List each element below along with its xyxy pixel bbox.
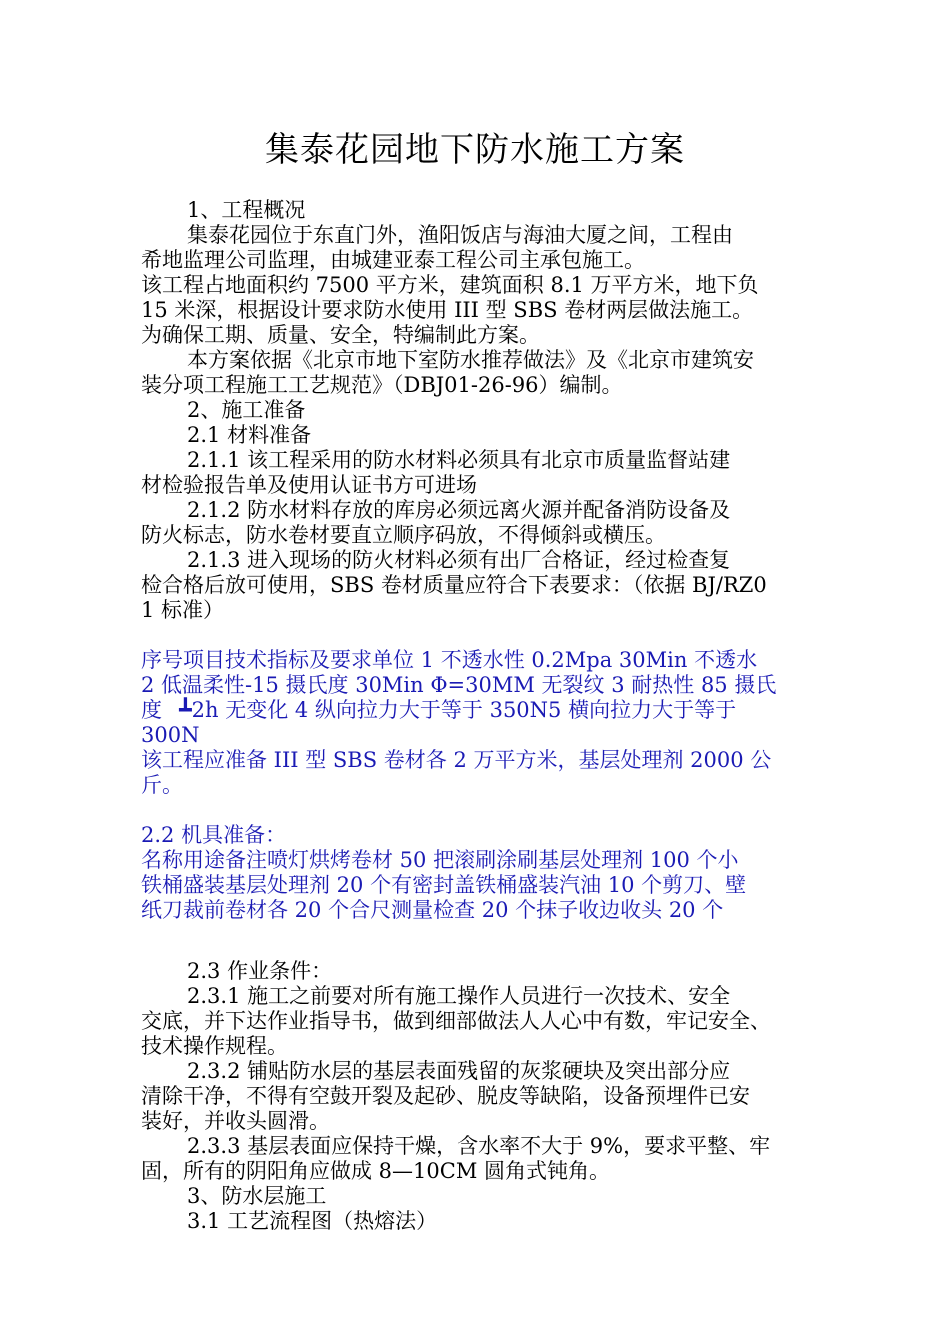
- paragraph-line: 装好，并收头圆滑。: [141, 1109, 330, 1133]
- tools-heading: 2.2 机具准备：: [141, 823, 287, 847]
- tools-line: 名称用途备注喷灯烘烤卷材 50 把滚刷涂刷基层处理剂 100 个小: [141, 848, 739, 872]
- spacer: [141, 798, 821, 823]
- paragraph-line: 1 标准）: [141, 598, 225, 622]
- spec-table-line: 斤。: [141, 773, 183, 797]
- paragraph-line: 检合格后放可使用，SBS 卷材质量应符合下表要求：（依据 BJ/RZ0: [141, 573, 767, 597]
- document-title: 集泰花园地下防水施工方案: [265, 130, 685, 170]
- document-body: [141, 198, 821, 1234]
- paragraph-line: 2.1.3 进入现场的防火材料必须有出厂合格证，经过检查复: [187, 548, 731, 572]
- paragraph-line: 2.3.3 基层表面应保持干燥，含水率不大于 9%，要求平整、牢: [187, 1134, 771, 1158]
- paragraph-line: 固，所有的阴阳角应做成 8—10CM 圆角式钝角。: [141, 1159, 611, 1183]
- paragraph-line: 技术操作规程。: [141, 1034, 288, 1058]
- tools-line: 纸刀裁前卷材各 20 个合尺测量检查 20 个抹子收边收头 20 个: [141, 898, 724, 922]
- paragraph-line: 15 米深，根据设计要求防水使用 III 型 SBS 卷材两层做法施工。: [141, 298, 754, 322]
- paragraph-line: 2.1.2 防水材料存放的库房必须远离火源并配备消防设备及: [187, 498, 731, 522]
- section-2-heading: 2、施工准备: [187, 398, 306, 422]
- paragraph-line: 该工程占地面积约 7500 平方米，建筑面积 8.1 万平方米，地下负: [141, 273, 759, 297]
- spec-table-text: 度: [141, 698, 162, 722]
- paragraph-line: 本方案依据《北京市地下室防水推荐做法》及《北京市建筑安: [187, 348, 754, 372]
- tools-line: 铁桶盛装基层处理剂 20 个有密封盖铁桶盛装汽油 10 个剪刀、壁: [141, 873, 747, 897]
- spec-table-line: 300N: [141, 723, 200, 747]
- paragraph-line: 2.3.1 施工之前要对所有施工操作人员进行一次技术、安全: [187, 984, 731, 1008]
- spec-table-text: ┻2h 无变化 4 纵向拉力大于等于 350N5 横向拉力大于等于: [179, 698, 737, 722]
- spec-table-line: 该工程应准备 III 型 SBS 卷材各 2 万平方米，基层处理剂 2000 公: [141, 748, 772, 772]
- spacer: [141, 623, 821, 648]
- spec-table-line: 序号项目技术指标及要求单位 1 不透水性 0.2Mpa 30Min 不透水: [141, 648, 758, 672]
- paragraph-line: 防火标志，防水卷材要直立顺序码放，不得倾斜或横压。: [141, 523, 666, 547]
- section-2-1-heading: 2.1 材料准备: [187, 423, 312, 447]
- spec-table-line: 2 低温柔性-15 摄氏度 30Min Φ=30MM 无裂纹 3 耐热性 85 摄氏: [141, 673, 777, 697]
- section-3-heading: 3、防水层施工: [187, 1184, 327, 1208]
- paragraph-line: 为确保工期、质量、安全，特编制此方案。: [141, 323, 540, 347]
- paragraph-line: 清除干净，不得有空鼓开裂及起砂、脱皮等缺陷，设备预埋件已安: [141, 1084, 750, 1108]
- paragraph-line: 2.1.1 该工程采用的防水材料必须具有北京市质量监督站建: [187, 448, 731, 472]
- conditions-heading: 2.3 作业条件：: [187, 959, 333, 983]
- spacer: [141, 923, 821, 959]
- paragraph-line: 装分项工程施工工艺规范》（DBJ01-26-96）编制。: [141, 373, 623, 397]
- paragraph-line: 材检验报告单及使用认证书方可进场: [141, 473, 477, 497]
- paragraph-line: 2.3.2 铺贴防水层的基层表面残留的灰浆硬块及突出部分应: [187, 1059, 731, 1083]
- spec-table-line: [141, 698, 821, 723]
- section-1-heading: 1、工程概况: [187, 198, 306, 222]
- paragraph-line: 希地监理公司监理，由城建亚泰工程公司主承包施工。: [141, 248, 645, 272]
- paragraph-line: 集泰花园位于东直门外，渔阳饭店与海油大厦之间，工程由: [187, 223, 733, 247]
- paragraph-line: 交底，并下达作业指导书，做到细部做法人人心中有数，牢记安全、: [141, 1009, 771, 1033]
- section-3-1-heading: 3.1 工艺流程图（热熔法）: [187, 1209, 438, 1233]
